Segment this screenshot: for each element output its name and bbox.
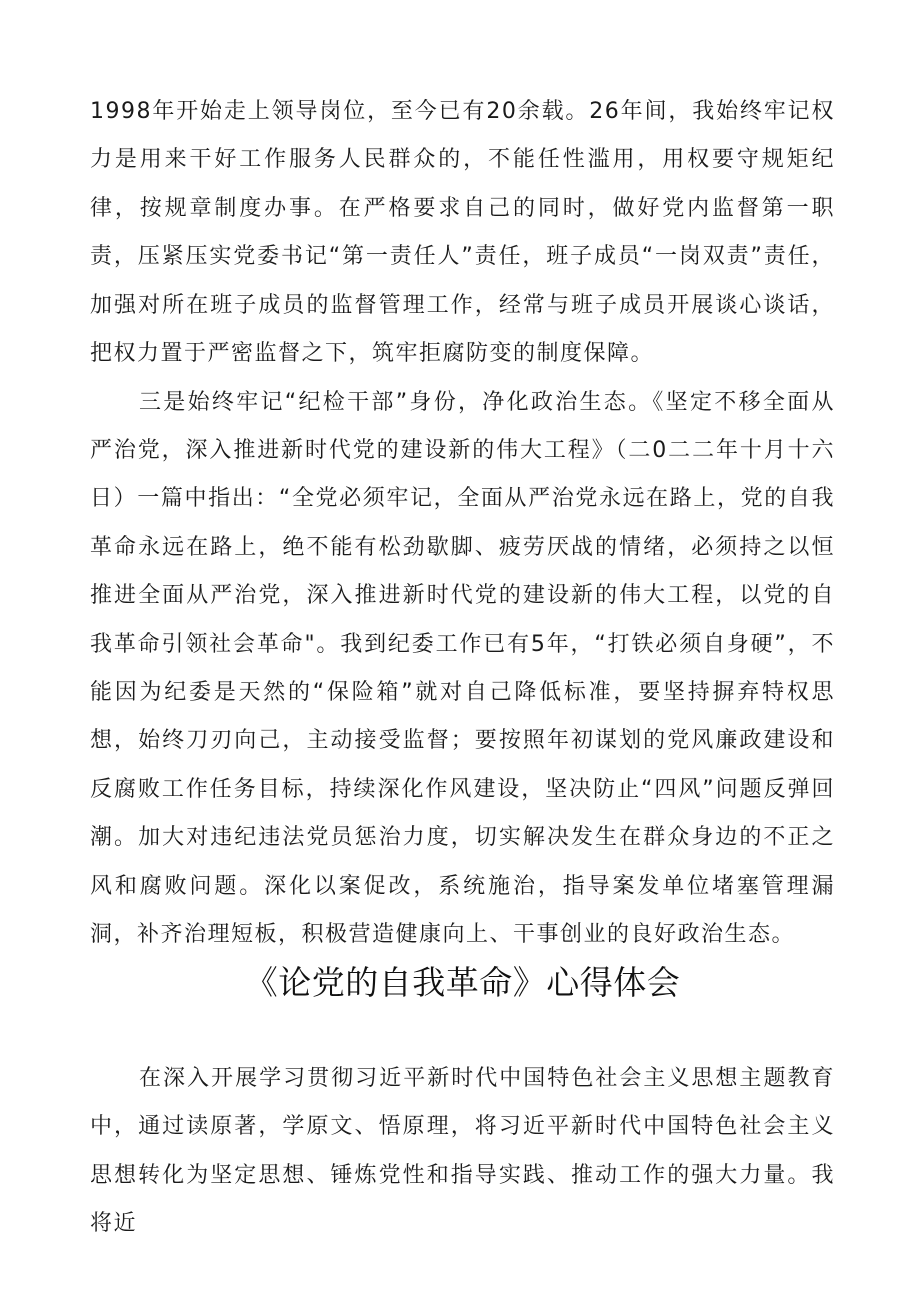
paragraph-theme-education-intro: 在深入开展学习贯彻习近平新时代中国特色社会主义思想主题教育中，通过读原著，学原文、悟原理，将习近平新时代中国特色社会主义思想转化为坚定思想、锤炼党性和指导实践、推动工作的强大力量。我将近: [90, 1066, 835, 1237]
paragraph-discipline-inspection-identity: 三是始终牢记“纪检干部”身份，净化政治生态。《坚定不移全面从严治党，深入推进新时代党的建设新的伟大工程》（二0二二年十月十六日）一篇中指出：“全党必须牢记，全面从严治党永远在路上，党的自我革命永远在路上，绝不能有松劲歇脚、疲劳厌战的情绪，必须持之以恒推进全面从严治党，深入推进新时代党的建设新的伟大工程，以党的自我革命引领社会革命"。我到纪委工作已有5年，“打铁必须自身硬”，不能因为纪委是天然的“保险箱”就对自己降低标准，要坚持摒弃特权思想，始终刀刃向己，主动接受监督；要按照年初谋划的党风廉政建设和反腐败工作任务目标，持续深化作风建设，坚决防止“四风”问题反弹回潮。加大对违纪违法党员惩治力度，切实解决发生在群众身边的不正之风和腐败问题。深化以案促改，系统施治，指导案发单位堵塞管理漏洞，补齐治理短板，积极营造健康向上、干事创业的良好政治生态。: [90, 389, 835, 947]
document-title: 《论党的自我革命》心得体会: [244, 963, 681, 1002]
paragraph-power-discipline: 1998年开始走上领导岗位，至今已有20余载。26年间，我始终牢记权力是用来干好工作服务人民群众的，不能任性滥用，用权要守规矩纪律，按规章制度办事。在严格要求自己的同时，做好党内监督第一职责，压紧压实党委书记“第一责任人”责任，班子成员“一岗双责”责任，加强对所在班子成员的监督管理工作，经常与班子成员开展谈心谈话，把权力置于严密监督之下，筑牢拒腐防变的制度保障。: [90, 99, 835, 367]
